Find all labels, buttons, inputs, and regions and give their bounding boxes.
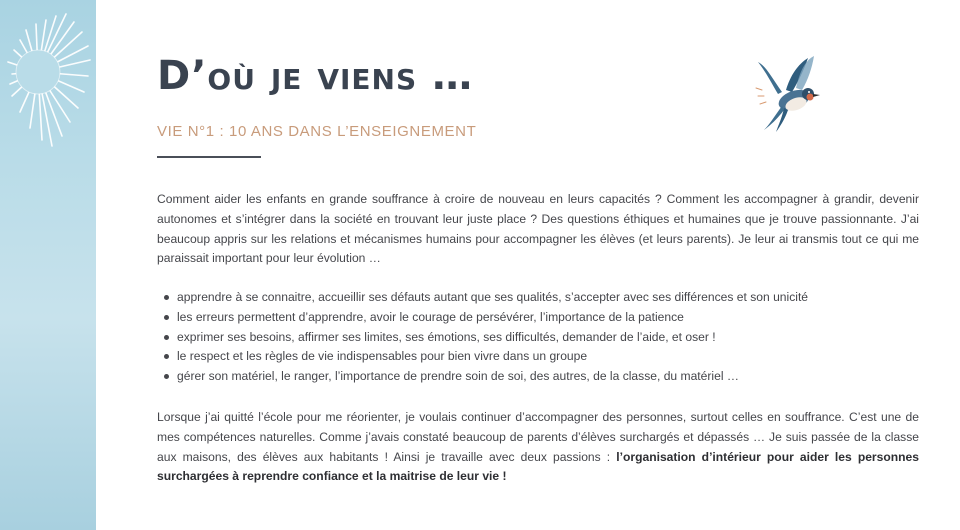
outro-bold-text: l’organisation d’intérieur pour aider les personnes surchargées à reprendre confiance et la maitrise de leur vie ! [157,449,919,484]
list-item: exprimer ses besoins, affirmer ses limites, ses émotions, ses difficultés, demander de l’aide, et oser ! [157,328,937,348]
title-divider [157,156,261,158]
sun-rays-icon [0,0,96,170]
bullet-list [157,288,937,387]
list-item: le respect et les règles de vie indispensables pour bien vivre dans un groupe [157,347,937,367]
page-subtitle: VIE N°1 : 10 ANS DANS L’ENSEIGNEMENT [157,123,477,140]
side-decor-band [0,0,96,530]
list-item: apprendre à se connaitre, accueillir ses défauts autant que ses qualités, s’accepter avec ses différences et son unicité [157,288,937,308]
swallow-bird-icon [752,52,824,134]
main-content [96,0,960,530]
list-item: gérer son matériel, le ranger, l’importance de prendre soin de soi, des autres, de la classe, du matériel … [157,367,937,387]
outro-paragraph [157,408,919,487]
list-item: les erreurs permettent d’apprendre, avoir le courage de persévérer, l’importance de la patience [157,308,937,328]
page-title: D’où je viens … [157,53,474,99]
outro-text: Lorsque j’ai quitté l’école pour me réorienter, je voulais continuer d’accompagner des personnes, surtout celles en souffrance. C’est une de mes compétences naturelles. Comme j’avais constaté beaucoup de parents d’élèves surchargés et dépassés … Je suis passée de la classe aux maisons, des élèves aux habitants ! Ainsi je travaille avec deux passions : [157,410,919,464]
intro-paragraph: Comment aider les enfants en grande souffrance à croire de nouveau en leurs capacités ? Comment les accompagner à grandir, devenir autonomes et s’intégrer dans la société en trouvant leur juste place ? Des questions éthiques et humaines que je trouve passionnante. J’ai beaucoup appris sur les relations et mécanismes humains pour accompagner les élèves (et leurs parents). Je leur ai transmis tout ce qui me paraissait important pour leur évolution … [157,192,919,266]
